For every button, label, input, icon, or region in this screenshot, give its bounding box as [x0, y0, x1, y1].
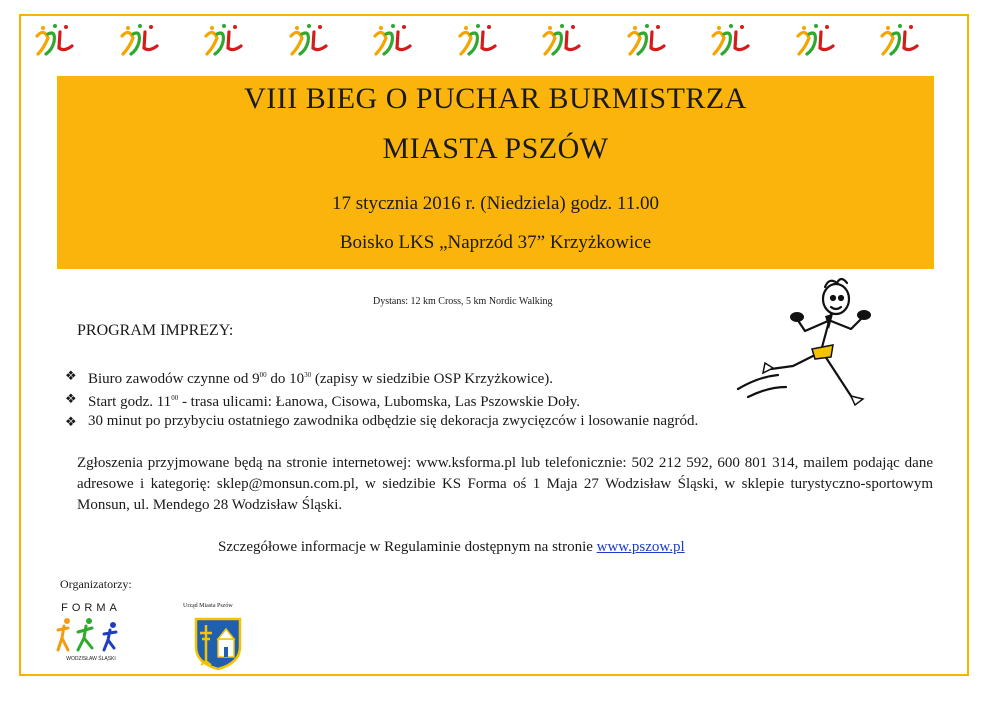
ksforma-runners-icon	[710, 22, 750, 58]
urzad-label: Urząd Miasta Pszów	[183, 603, 233, 609]
diamond-bullet-icon: ❖	[65, 368, 77, 383]
program-item	[65, 389, 825, 412]
info-text: Szczegółowe informacje w Regulaminie dostępnym na stronie	[218, 539, 597, 555]
event-date: 17 stycznia 2016 r. (Niedziela) godz. 11.00	[332, 193, 659, 214]
organizers-label: Organizatorzy:	[60, 577, 132, 591]
event-venue: Boisko LKS „Naprzód 37” Krzyżkowice	[339, 232, 652, 253]
event-title-line1: VIII BIEG O PUCHAR BURMISTRZA	[244, 82, 747, 115]
ksforma-runners-icon	[372, 22, 412, 58]
pszow-coat-of-arms-icon	[190, 615, 246, 671]
pszow-link[interactable]: www.pszow.pl	[596, 539, 685, 555]
info-line	[218, 539, 685, 556]
registration-paragraph: Zgłoszenia przyjmowane będą na stronie internetowej: www.ksforma.pl lub telefonicznie: 502 212 592, 600 801 314, mailem podając dane adresowe i kategorię: sklep@monsun.com.pl, w siedzibie KS Forma oś 1 Maja 27 Wodzisław Śląski, w sklepie turystyczno-sportowym Monsun, ul. Mendego 28 Wodzisław Śląski.	[77, 455, 933, 513]
program-list	[65, 366, 825, 431]
program-item-text: Start godz. $11^{00}$ - trasa ulicami: Łanowa, Cisowa, Lubomska, Las Pszowskie Doły.	[88, 394, 581, 410]
diamond-bullet-icon: ❖	[65, 414, 77, 429]
header-logo-row	[30, 22, 960, 62]
program-item-text: 30 minut po przybyciu ostatniego zawodnika odbędzie się dekoracja zwycięzców i losowanie nagród.	[88, 413, 699, 429]
ksforma-runners-icon	[34, 22, 74, 58]
program-item	[65, 412, 825, 431]
ksforma-runners-icon	[457, 22, 497, 58]
diamond-bullet-icon: ❖	[65, 391, 77, 406]
title-banner	[57, 76, 934, 269]
ksforma-runners-icon	[288, 22, 328, 58]
program-heading: PROGRAM IMPREZY:	[77, 322, 234, 339]
program-item-text: Biuro zawodów czynne od $9^{00}$ do $10^{30}$ (zapisy w siedzibie OSP Krzyżkowice).	[88, 371, 553, 387]
ksforma-runners-icon	[795, 22, 835, 58]
event-title-line2: MIASTA PSZÓW	[382, 132, 609, 165]
forma-runners-icon	[56, 616, 128, 654]
ksforma-runners-icon	[626, 22, 666, 58]
ksforma-runners-icon	[541, 22, 581, 58]
ksforma-runners-icon	[203, 22, 243, 58]
ksforma-runners-icon	[879, 22, 919, 58]
running-man-illustration	[733, 271, 903, 411]
program-item	[65, 366, 825, 389]
ksforma-runners-icon	[119, 22, 159, 58]
ks-forma-logo	[52, 602, 130, 664]
distance-info: Dystans: 12 km Cross, 5 km Nordic Walking	[373, 296, 553, 307]
forma-logo-city: WODZISŁAW ŚLĄSKI	[66, 656, 116, 662]
forma-logo-word: FORMA	[61, 602, 121, 614]
